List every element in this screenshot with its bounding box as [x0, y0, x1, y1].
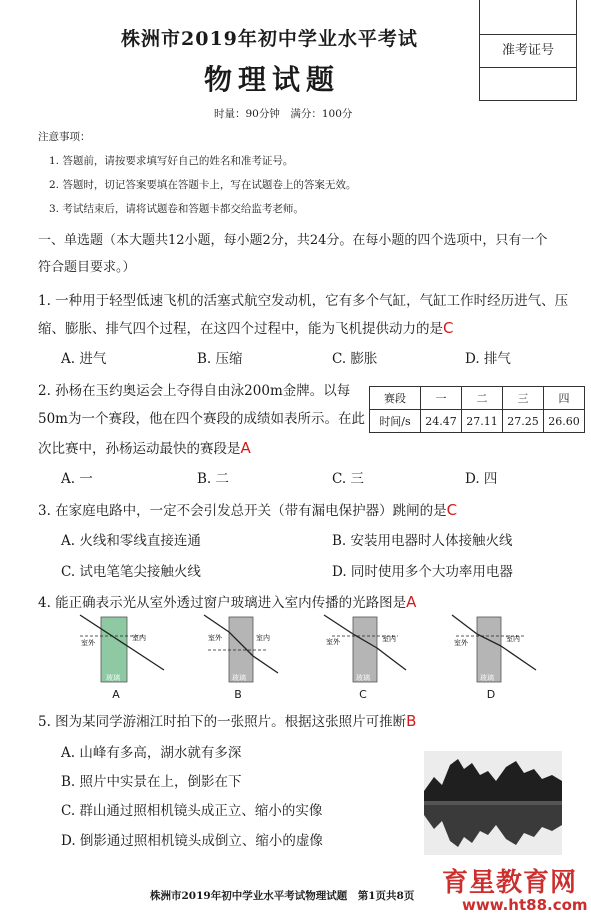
section-heading-cont: 符合题目要求。）	[38, 260, 136, 275]
q2-option-a: A. 一	[61, 471, 93, 487]
indoor-label: 室内	[382, 635, 396, 643]
q3-stem-text: 3. 在家庭电路中，一定不会引发总开关（带有漏电保护器）跳闸的是	[38, 503, 447, 519]
table-cell: 赛段	[370, 387, 421, 410]
table-cell: 24.47	[421, 410, 462, 433]
glass-pane	[477, 617, 501, 682]
q2-split-table	[369, 386, 585, 433]
table-cell: 时间/s	[370, 410, 421, 433]
q5-answer: B	[406, 712, 417, 730]
q1-option-a: A. 进气	[61, 351, 107, 367]
q2-option-d: D. 四	[465, 471, 498, 487]
q3-option-d: D. 同时使用多个大功率用电器	[332, 564, 513, 580]
q4-stem-text: 4. 能正确表示光从室外透过窗户玻璃进入室内传播的光路图是	[38, 595, 407, 611]
id-box-blank	[480, 0, 576, 35]
section-heading: 一、单选题（本大题共12小题，每小题2分，共24分。在每小题的四个选项中，只有一个	[38, 233, 548, 248]
notice-item: 2. 答题时，切记答案要填在答题卡上，写在试题卷上的答案无效。	[49, 179, 357, 191]
table-cell: 27.11	[462, 410, 503, 433]
exam-id-box	[479, 0, 577, 101]
q5-option-d: D. 倒影通过照相机镜头成倒立、缩小的虚像	[61, 833, 323, 849]
q1-option-c: C. 膨胀	[332, 351, 378, 367]
watermark-url: www.ht88.com	[462, 896, 588, 914]
fig-label-d: D	[486, 688, 496, 701]
q3-option-a: A. 火线和零线直接连通	[61, 533, 201, 549]
q1-stem-cont	[38, 317, 453, 337]
table-cell: 一	[421, 387, 462, 410]
indoor-label: 室内	[132, 634, 146, 642]
q5-stem	[38, 710, 416, 730]
q5-lake-photo	[424, 751, 562, 855]
light-ray	[452, 615, 477, 634]
outdoor-label: 室外	[208, 634, 222, 642]
q5-option-c: C. 群山通过照相机镜头成正立、缩小的实像	[61, 803, 323, 819]
indoor-label: 室内	[256, 634, 270, 642]
fig-label-c: C	[359, 688, 367, 701]
q2-stem-text: 次比赛中，孙杨运动最快的赛段是	[38, 441, 241, 457]
watermark-logo: 育星教育网	[442, 868, 578, 898]
fig-label-b: B	[234, 688, 242, 701]
exam-id-label: 准考证号	[480, 35, 576, 68]
table-cell: 26.60	[544, 410, 585, 433]
light-ray	[501, 646, 536, 670]
indoor-label: 室内	[506, 635, 520, 643]
q1-stem-text: 缩、膨胀、排气四个过程，在这四个过程中，能为飞机提供动力的是	[38, 321, 443, 337]
glass-label: 玻璃	[356, 674, 370, 682]
exam-title: 株洲市2019年初中学业水平考试	[121, 28, 418, 50]
table-cell: 三	[503, 387, 544, 410]
notice-item: 3. 考试结束后，请将试题卷和答题卡都交给监考老师。	[49, 203, 304, 215]
notice-title: 注意事项：	[38, 131, 91, 143]
exam-subject: 物理试题	[204, 63, 341, 96]
q1-option-b: B. 压缩	[197, 351, 243, 367]
glass-pane	[101, 617, 127, 682]
fig-label-a: A	[112, 688, 120, 701]
q2-stem: 2. 孙杨在玉约奥运会上夺得自由泳200m金牌。以每	[38, 383, 351, 399]
q4-answer: A	[406, 593, 417, 611]
q3-stem	[38, 499, 457, 519]
light-ray	[253, 656, 278, 673]
exam-meta: 时量：90分钟 满分：100分	[214, 108, 353, 120]
q2-answer: A	[240, 439, 251, 457]
notice-item: 1. 答题前，请按要求填写好自己的姓名和准考证号。	[49, 155, 294, 167]
glass-label: 玻璃	[232, 674, 246, 682]
outdoor-label: 室外	[81, 639, 95, 647]
q2-stem-cont: 50m为一个赛段，他在四个赛段的成绩如表所示。在此	[38, 411, 365, 427]
table-cell: 27.25	[503, 410, 544, 433]
q4-stem	[38, 591, 416, 611]
table-cell: 二	[462, 387, 503, 410]
q3-option-b: B. 安装用电器时人体接触火线	[332, 533, 513, 549]
light-ray	[324, 615, 353, 634]
glass-pane	[229, 617, 253, 682]
light-ray	[204, 615, 229, 632]
light-ray	[377, 648, 406, 670]
table-cell: 四	[544, 387, 585, 410]
q3-option-c: C. 试电笔笔尖接触火线	[61, 564, 201, 580]
q2-option-c: C. 三	[332, 471, 364, 487]
q1-answer: C	[443, 319, 454, 337]
q5-option-a: A. 山峰有多高，湖水就有多深	[61, 745, 242, 761]
q2-stem-cont2	[38, 437, 251, 457]
q3-answer: C	[446, 501, 458, 519]
outdoor-label: 室外	[454, 639, 468, 647]
outdoor-label: 室外	[326, 638, 340, 646]
glass-label: 玻璃	[480, 674, 494, 682]
glass-pane	[353, 617, 377, 682]
q5-stem-text: 5. 图为某同学游湘江时拍下的一张照片。根据这张照片可推断	[38, 714, 407, 730]
q2-option-b: B. 二	[197, 471, 230, 487]
page-footer: 株洲市2019年初中学业水平考试物理试题 第1页共8页	[150, 890, 415, 902]
q1-stem: 1. 一种用于轻型低速飞机的活塞式航空发动机，它有多个气缸，气缸工作时经历进气、压	[38, 293, 569, 309]
q1-option-d: D. 排气	[465, 351, 511, 367]
glass-label: 玻璃	[106, 674, 120, 682]
q5-option-b: B. 照片中实景在上，倒影在下	[61, 774, 242, 790]
